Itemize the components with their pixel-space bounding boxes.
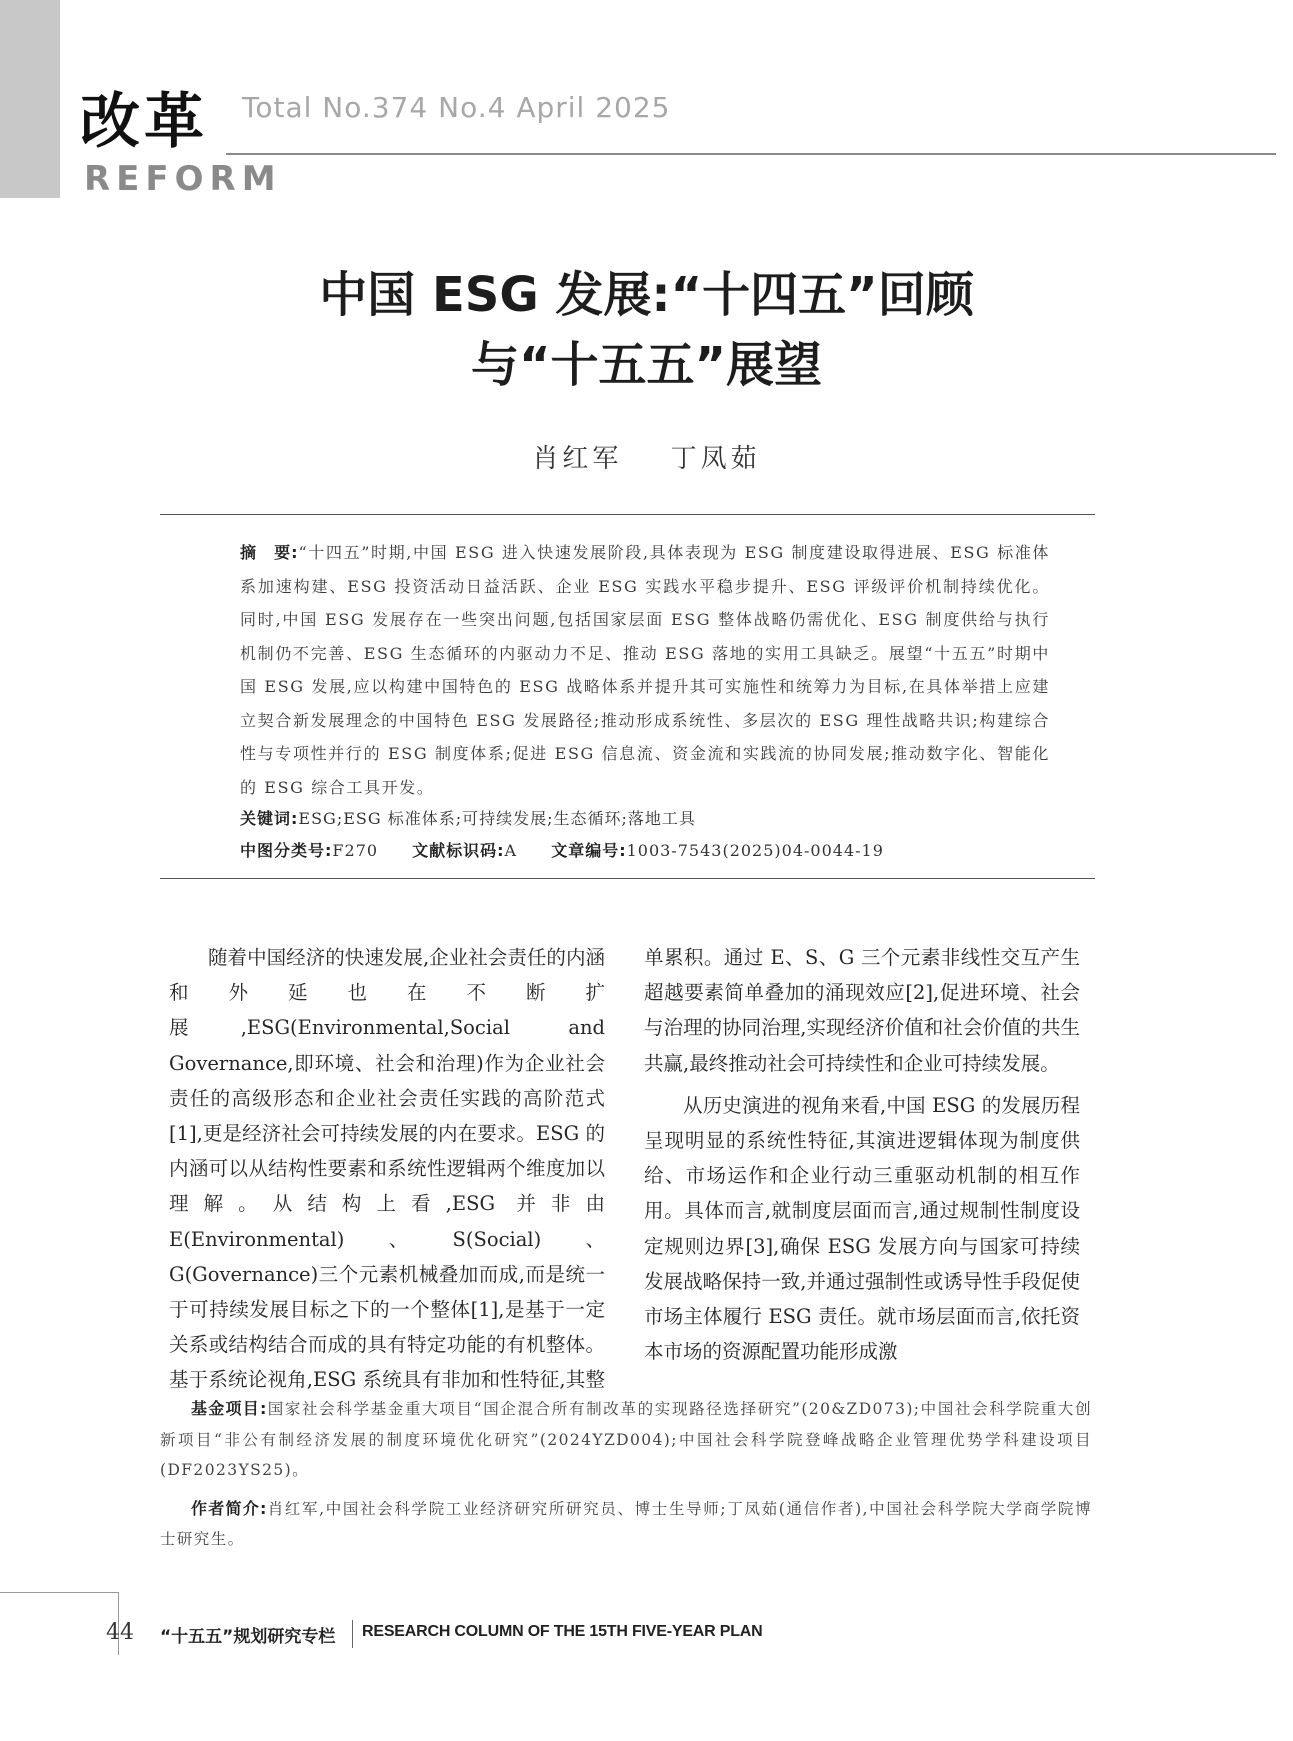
author-note xyxy=(160,1494,1092,1555)
title-line-2: 与“十五五”展望 xyxy=(470,337,823,393)
fund-note xyxy=(160,1394,1092,1486)
author-bio-label: 作者简介: xyxy=(191,1498,268,1518)
column-name-cn: “十五五”规划研究专栏 xyxy=(160,1627,336,1647)
title-line-1: 中国 ESG 发展:“十四五”回顾 xyxy=(319,267,974,323)
abstract-label: 摘 要: xyxy=(240,543,299,562)
keywords: ESG;ESG 标准体系;可持续发展;生态循环;落地工具 xyxy=(298,809,696,828)
keywords-line xyxy=(240,806,1050,829)
abstract xyxy=(240,536,1050,804)
abstract-bottom-rule xyxy=(160,878,1095,879)
body-column-right xyxy=(644,940,1080,1390)
footer-separator xyxy=(352,1620,353,1648)
author-1: 肖红军 xyxy=(532,444,623,474)
body-column-left xyxy=(169,940,605,1390)
header-gray-tab xyxy=(0,0,60,198)
clc-label: 中图分类号: xyxy=(240,841,333,860)
article-no-label: 文章编号: xyxy=(551,841,627,860)
body-paragraph: 单累积。通过 E、S、G 三个元素非线性交互产生超越要素简单叠加的涌现效应[2],促进环境、社会与治理的协同治理,实现经济价值和社会价值的共生共赢,最终推动社会可持续性和企业可持续发展。 xyxy=(644,946,1080,1075)
fund-label: 基金项目: xyxy=(191,1399,268,1418)
clc-code: F270 xyxy=(332,841,379,860)
article-title xyxy=(160,260,1133,400)
author-2: 丁凤茹 xyxy=(670,444,761,474)
header-rule xyxy=(226,153,1276,155)
abstract-top-rule xyxy=(160,514,1095,515)
doc-code-label: 文献标识码: xyxy=(412,841,505,860)
page-footer xyxy=(0,1620,1293,1660)
journal-logo-cn: 改革 xyxy=(80,87,208,157)
body-paragraph: 随着中国经济的快速发展,企业社会责任的内涵和外延也在不断扩展,ESG(Environmental,Social and Governance,即环境、社会和治理)作为企业社会责任的高级形态和企业社会责任实践的高阶范式[1],更是经济社会可持续发展的内在要求。ESG 的内涵可以从结构性要素和系统性逻辑两个维度加以理解。从结构上看,ESG 并非由 E(Environmental)、S(Social)、G(Governance)三个元素机械叠加而成,而是统一于可持续发展目标之下的一个整体[1],是基于一定关系或结构结合而成的具有特定功能的有机整体。基于系统论视角,ESG 系统具有非加和性特征,其整 xyxy=(169,946,605,1390)
doc-code: A xyxy=(504,841,518,860)
classification-line xyxy=(240,838,1050,861)
article-no: 1003-7543(2025)04-0044-19 xyxy=(626,841,884,860)
column-name-en: RESEARCH COLUMN OF THE 15TH FIVE-YEAR PLAN xyxy=(362,1623,763,1640)
journal-logo-en: REFORM xyxy=(84,159,282,199)
body-paragraph: 从历史演进的视角来看,中国 ESG 的发展历程呈现明显的系统性特征,其演进逻辑体现为制度供给、市场运作和企业行动三重驱动机制的相互作用。具体而言,就制度层面而言,通过规制性制度设定规则边界[3],确保 ESG 发展方向与国家可持续发展战略保持一致,并通过强制性或诱导性手段促使市场主体履行 ESG 责任。就市场层面而言,依托资本市场的资源配置功能形成激 xyxy=(644,1093,1080,1364)
authors xyxy=(0,438,1293,475)
author-bio-text: 肖红军,中国社会科学院工业经济研究所研究员、博士生导师;丁凤茹(通信作者),中国社会科学院大学商学院博士研究生。 xyxy=(160,1499,1092,1548)
abstract-text: “十四五”时期,中国 ESG 进入快速发展阶段,具体表现为 ESG 制度建设取得进展、ESG 标准体系加速构建、ESG 投资活动日益活跃、企业 ESG 实践水平稳步提升、ESG 评级评价机制持续优化。同时,中国 ESG 发展存在一些突出问题,包括国家层面 ESG 整体战略仍需优化、ESG 制度供给与执行机制仍不完善、ESG 生态循环的内驱动力不足、推动 ESG 落地的实用工具缺乏。展望“十五五”时期中国 ESG 发展,应以构建中国特色的 ESG 战略体系并提升其可实施性和统筹力为目标,在具体举措上应建立契合新发展理念的中国特色 ESG 发展路径;推动形成系统性、多层次的 ESG 理性战略共识;构建综合性与专项性并行的 ESG 制度体系;促进 ESG 信息流、资金流和实践流的协同发展;推动数字化、智能化的 ESG 综合工具开发。 xyxy=(240,543,1050,797)
page-number-box xyxy=(0,1592,119,1655)
issue-info: Total No.374 No.4 April 2025 xyxy=(242,91,671,124)
keywords-label: 关键词: xyxy=(240,809,299,828)
fund-text: 国家社会科学基金重大项目“国企混合所有制改革的实现路径选择研究”(20&ZD073);中国社会科学院重大创新项目“非公有制经济发展的制度环境优化研究”(2024YZD004);中国社会科学院登峰战略企业管理优势学科建设项目(DF2023YS25)。 xyxy=(160,1400,1092,1479)
page-number: 44 xyxy=(106,1620,134,1645)
footnotes xyxy=(160,1394,1092,1555)
